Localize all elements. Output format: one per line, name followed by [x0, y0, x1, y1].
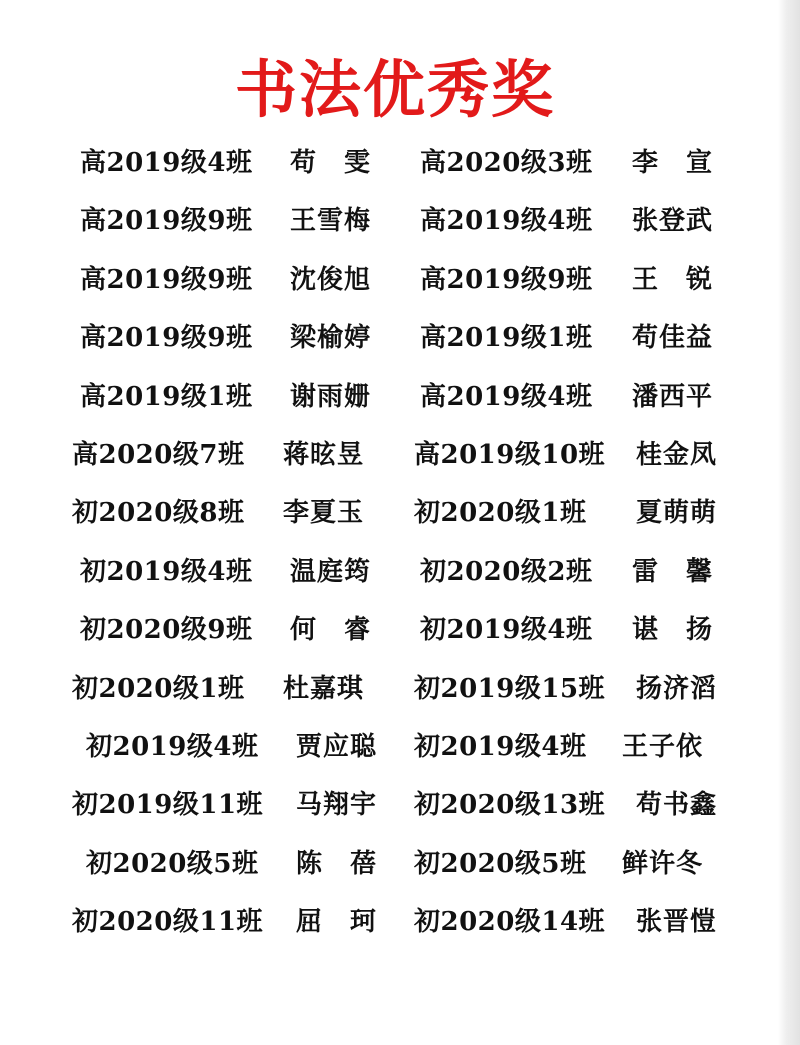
right-class: 初2020级5班: [414, 848, 587, 879]
right-student-name: 夏萌萌: [636, 498, 718, 529]
right-student-name: 张晋愷: [636, 907, 718, 938]
left-student-name: 苟 雯: [290, 148, 372, 178]
left-student-name: 贾应聪: [296, 731, 378, 762]
right-student-name: 桂金凤: [636, 439, 718, 470]
left-class: 高2019级1班: [80, 381, 253, 412]
right-class: 高2019级1班: [420, 323, 593, 354]
left-student-name: 李夏玉: [283, 498, 365, 529]
roster-row: [0, 484, 790, 542]
right-class: 初2019级15班: [414, 673, 606, 704]
left-class: 初2019级4班: [80, 556, 253, 587]
roster-row: [0, 309, 790, 367]
left-class: 初2020级11班: [72, 907, 264, 938]
left-student-name: 谢雨姗: [290, 381, 372, 412]
left-student-name: 梁榆婷: [290, 323, 372, 354]
roster-row: [0, 776, 790, 834]
roster-row: [0, 835, 790, 893]
roster-row: [0, 134, 790, 192]
right-class: 高2019级10班: [414, 439, 606, 470]
right-student-name: 雷 馨: [632, 556, 714, 587]
right-student-name: 张登武: [632, 206, 714, 237]
left-class: 高2019级9班: [80, 206, 253, 237]
roster-row: [0, 543, 790, 601]
right-class: 初2020级2班: [420, 556, 593, 587]
right-student-name: 扬济滔: [636, 673, 718, 704]
right-student-name: 潘西平: [632, 381, 714, 412]
left-student-name: 温庭筠: [290, 556, 372, 587]
roster-row: [0, 426, 790, 484]
right-class: 初2020级13班: [414, 790, 606, 821]
left-class: 初2020级1班: [72, 673, 245, 704]
left-class: 初2019级4班: [86, 731, 259, 762]
right-student-name: 苟书鑫: [636, 790, 718, 821]
left-student-name: 马翔宇: [296, 790, 378, 821]
right-student-name: 李 宣: [632, 148, 714, 178]
roster-row: [0, 251, 790, 309]
right-class: 高2019级4班: [420, 206, 593, 237]
right-student-name: 苟佳益: [632, 323, 714, 354]
left-class: 高2020级7班: [72, 439, 245, 470]
roster-row: [0, 718, 790, 776]
left-student-name: 屈 珂: [296, 907, 378, 938]
right-student-name: 王 锐: [632, 264, 714, 295]
roster-row: [0, 368, 790, 426]
roster-row: [0, 601, 790, 659]
left-student-name: 何 睿: [290, 615, 372, 646]
roster-row: [0, 660, 790, 718]
left-class: 初2020级9班: [80, 615, 253, 646]
left-class: 高2019级4班: [80, 148, 253, 178]
left-class: 初2020级5班: [86, 848, 259, 879]
right-student-name: 谌 扬: [632, 615, 714, 646]
roster-row: [0, 192, 790, 250]
right-class: 初2020级14班: [414, 907, 606, 938]
left-class: 高2019级9班: [80, 264, 253, 295]
left-student-name: 王雪梅: [290, 206, 372, 237]
left-class: 初2019级11班: [72, 790, 264, 821]
left-class: 初2020级8班: [72, 498, 245, 529]
right-class: 初2019级4班: [420, 615, 593, 646]
award-title: 书法优秀奖: [234, 53, 555, 126]
award-roster: [0, 134, 790, 951]
right-student-name: 鲜许冬: [622, 848, 704, 879]
left-student-name: 杜嘉琪: [283, 673, 365, 704]
right-class: 高2020级3班: [420, 148, 593, 178]
left-student-name: 蒋昡昱: [283, 439, 365, 470]
right-class: 高2019级9班: [420, 264, 593, 295]
left-student-name: 陈 蓓: [296, 848, 378, 879]
left-class: 高2019级9班: [80, 323, 253, 354]
right-student-name: 王子依: [622, 731, 704, 762]
right-class: 初2019级4班: [414, 731, 587, 762]
left-student-name: 沈俊旭: [290, 264, 372, 295]
right-class: 初2020级1班: [414, 498, 587, 529]
roster-row: [0, 893, 790, 951]
right-class: 高2019级4班: [420, 381, 593, 412]
